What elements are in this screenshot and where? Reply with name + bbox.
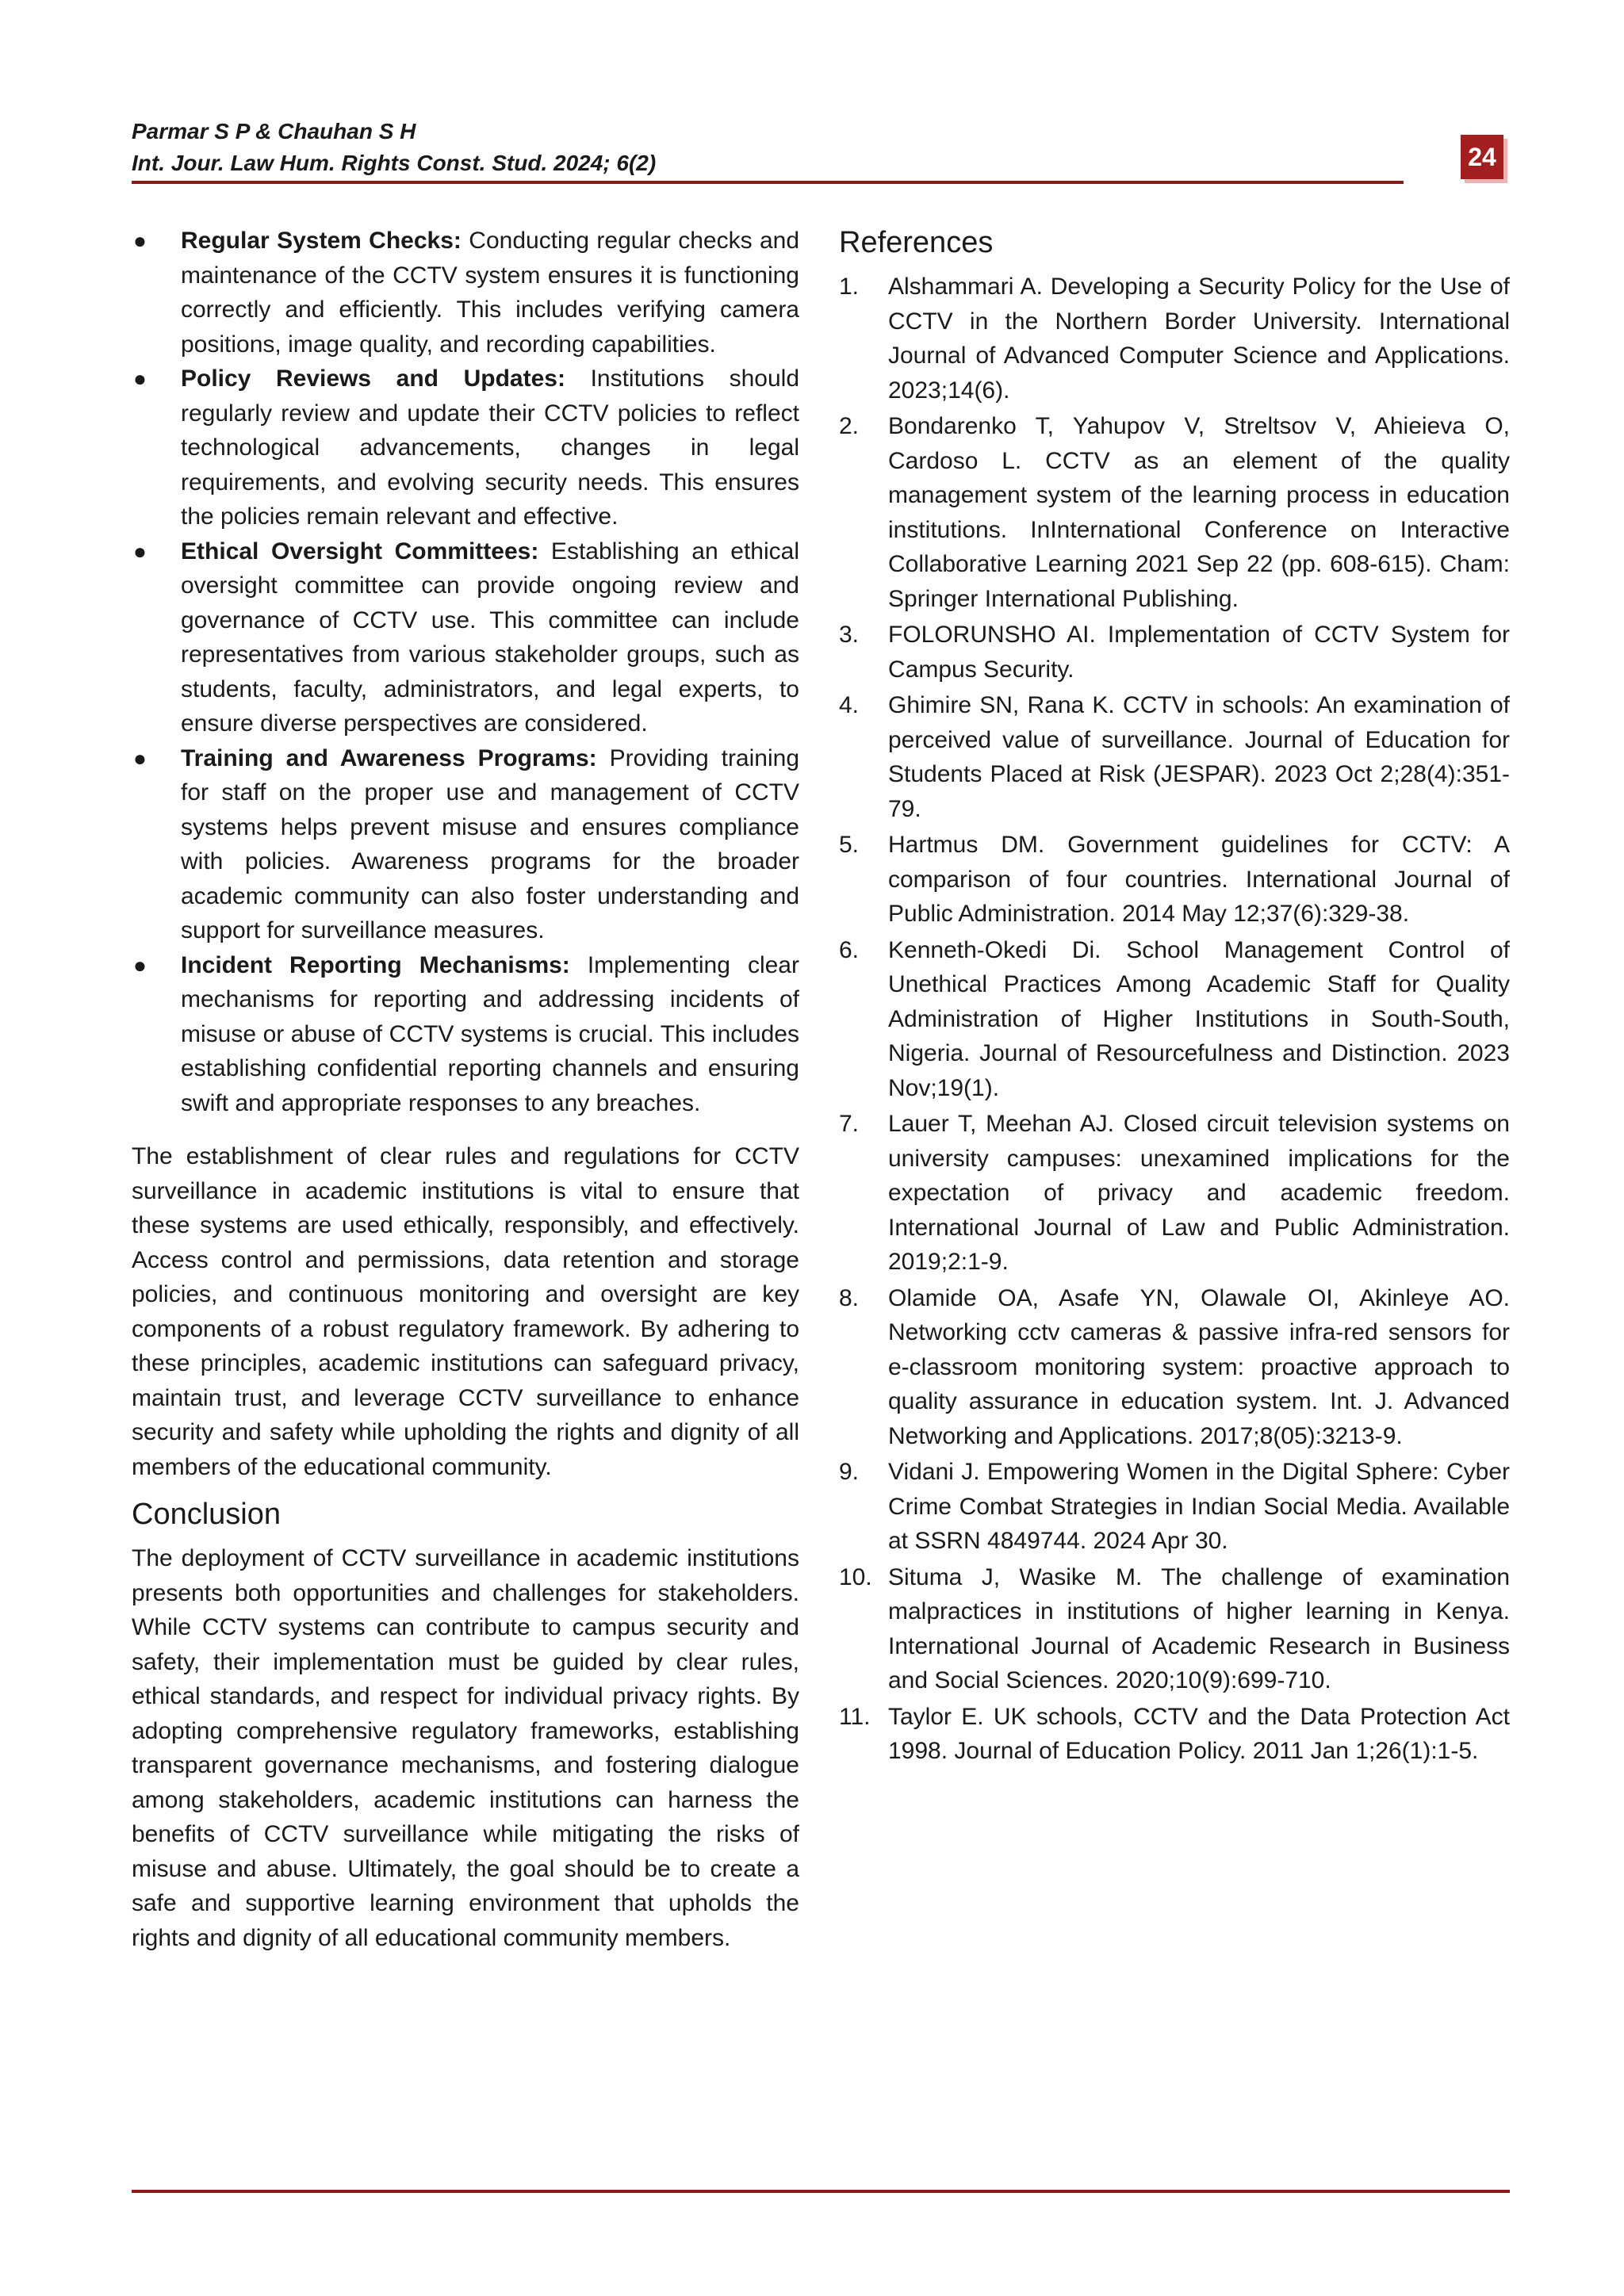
list-item <box>132 362 799 534</box>
reference-text: Vidani J. Empowering Women in the Digital Sphere: Cyber Crime Combat Strategies in Indian Social Media. Available at SSRN 4849744. 2024 Apr 30. <box>888 1459 1510 1554</box>
running-header <box>132 116 1408 179</box>
reference-item <box>839 933 1510 1106</box>
reference-text: FOLORUNSHO AI. Implementation of CCTV System for Campus Security. <box>888 622 1510 683</box>
reference-item <box>839 688 1510 826</box>
item-text: Implementing clear mechanisms for reporting and addressing incidents of misuse or abuse of CCTV systems is crucial. This includes establishing confidential reporting channels and ensuring swift and appropriate responses to any breaches. <box>181 951 799 1116</box>
bullet-icon: ● <box>133 952 147 978</box>
reference-number: 2. <box>839 413 860 439</box>
reference-number: 11. <box>839 1703 871 1730</box>
bullet-icon: ● <box>133 745 147 771</box>
reference-item <box>839 1281 1510 1454</box>
reference-item <box>839 409 1510 616</box>
reference-item <box>839 828 1510 932</box>
reference-number: 8. <box>839 1284 860 1311</box>
item-title: Policy Reviews and Updates: <box>181 365 565 392</box>
conclusion-paragraph: The deployment of CCTV surveillance in academic institutions presents both opportunities and challenges for stakeholders. While CCTV systems can contribute to campus security and safety, their implementation must be guided by clear rules, ethical standards, and respect for individual privacy rights. By adopting comprehensive regulatory frameworks, establishing transparent governance mechanisms, and fostering dialogue among stakeholders, academic institutions can harness the benefits of CCTV surveillance while mitigating the risks of misuse and abuse. Ultimately, the goal should be to create a safe and supportive learning environment that upholds the rights and dignity of all educational community members. <box>132 1545 799 1951</box>
item-text: Establishing an ethical oversight committee can provide ongoing review and governance of CCTV use. This committee can include representatives from various stakeholder groups, such as students, faculty, administrators, and legal experts, to ensure diverse perspectives are considered. <box>181 538 799 737</box>
page-number-badge: 24 <box>1461 135 1503 179</box>
bullet-icon: ● <box>133 538 147 564</box>
list-item <box>132 534 799 741</box>
reference-number: 4. <box>839 692 860 718</box>
item-title: Training and Awareness Programs: <box>181 744 597 771</box>
reference-item <box>839 1560 1510 1698</box>
header-authors: Parmar S P & Chauhan S H <box>132 119 416 144</box>
bullet-icon: ● <box>133 228 147 253</box>
reference-number: 6. <box>839 936 860 963</box>
right-column <box>839 224 1510 1770</box>
measures-list <box>132 224 799 1120</box>
reference-text: Taylor E. UK schools, CCTV and the Data Protection Act 1998. Journal of Education Policy. 2011 Jan 1;26(1):1-5. <box>888 1703 1510 1764</box>
list-item <box>132 948 799 1121</box>
header-journal: Int. Jour. Law Hum. Rights Const. Stud. 2024; 6(2) <box>132 151 657 175</box>
reference-number: 9. <box>839 1459 860 1485</box>
left-column <box>132 224 799 1955</box>
references-list <box>839 270 1510 1769</box>
reference-text: Ghimire SN, Rana K. CCTV in schools: An examination of perceived value of surveillance. Journal of Education for Students Placed at Risk (JESPAR). 2023 Oct 2;28(4):351-79. <box>888 692 1510 822</box>
reference-text: Olamide OA, Asafe YN, Olawale OI, Akinleye AO. Networking cctv cameras & passive infra-red sensors for e-classroom monitoring system: proactive approach to quality assurance in education system. Int. J. Advanced Networking and Applications. 2017;8(05):3213-9. <box>888 1284 1510 1449</box>
item-title: Incident Reporting Mechanisms: <box>181 951 570 978</box>
reference-text: Hartmus DM. Government guidelines for CCTV: A comparison of four countries. International Journal of Public Administration. 2014 May 12;37(6):329-38. <box>888 832 1510 927</box>
reference-item <box>839 1700 1510 1769</box>
item-text: Providing training for staff on the proper use and management of CCTV systems helps prevent misuse and ensures compliance with policies. Awareness programs for the broader academic community can also foster understanding and support for surveillance measures. <box>181 744 800 943</box>
reference-text: Alshammari A. Developing a Security Policy for the Use of CCTV in the Northern Border University. International Journal of Advanced Computer Science and Applications. 2023;14(6). <box>888 274 1510 404</box>
conclusion-heading: Conclusion <box>132 1498 281 1531</box>
reference-item <box>839 270 1510 408</box>
reference-number: 3. <box>839 622 860 648</box>
reference-text: Kenneth-Okedi Di. School Management Control of Unethical Practices Among Academic Staff for Quality Administration of Higher Institutions in South-South, Nigeria. Journal of Resourcefulness and Distinction. 2023 Nov;19(1). <box>888 936 1510 1101</box>
item-text: Conducting regular checks and maintenance of the CCTV system ensures it is functioning correctly and efficiently. This includes verifying camera positions, image quality, and recording capabilities. <box>181 228 800 358</box>
item-text: Institutions should regularly review and update their CCTV policies to reflect technological advancements, changes in legal requirements, and evolving security needs. This ensures the policies remain relevant and effective. <box>181 365 800 530</box>
reference-number: 7. <box>839 1111 860 1137</box>
reference-number: 5. <box>839 832 860 858</box>
summary-paragraph: The establishment of clear rules and regulations for CCTV surveillance in academic institutions is vital to ensure that these systems are used ethically, responsibly, and effectively. Access control and permissions, data retention and storage policies, and continuous monitoring and oversight are key components of a robust regulatory framework. By adhering to these principles, academic institutions can safeguard privacy, maintain trust, and leverage CCTV surveillance to enhance security and safety while upholding the rights and dignity of all members of the educational community. <box>132 1143 799 1480</box>
reference-text: Lauer T, Meehan AJ. Closed circuit television systems on university campuses: unexamined implications for the expectation of privacy and academic freedom. International Journal of Law and Public Administration. 2019;2:1-9. <box>888 1111 1510 1275</box>
reference-number: 1. <box>839 274 860 300</box>
item-title: Regular System Checks: <box>181 228 462 254</box>
list-item <box>132 741 799 948</box>
header-rule <box>132 181 1404 184</box>
reference-item <box>839 1455 1510 1559</box>
reference-item <box>839 618 1510 687</box>
item-title: Ethical Oversight Committees: <box>181 538 539 564</box>
footer-rule <box>132 2190 1510 2193</box>
reference-text: Situma J, Wasike M. The challenge of examination malpractices in institutions of higher learning in Kenya. International Journal of Academic Research in Business and Social Sciences. 2020;10(9):699-710. <box>888 1563 1510 1693</box>
reference-number: 10. <box>839 1563 872 1590</box>
references-heading: References <box>839 226 994 259</box>
reference-text: Bondarenko T, Yahupov V, Streltsov V, Ahieieva O, Cardoso L. CCTV as an element of the quality management system of the learning process in education institutions. InInternational Conference on Interactive Collaborative Learning 2021 Sep 22 (pp. 608-615). Cham: Springer International Publishing. <box>888 413 1510 612</box>
list-item <box>132 224 799 362</box>
bullet-icon: ● <box>133 366 147 391</box>
reference-item <box>839 1107 1510 1280</box>
